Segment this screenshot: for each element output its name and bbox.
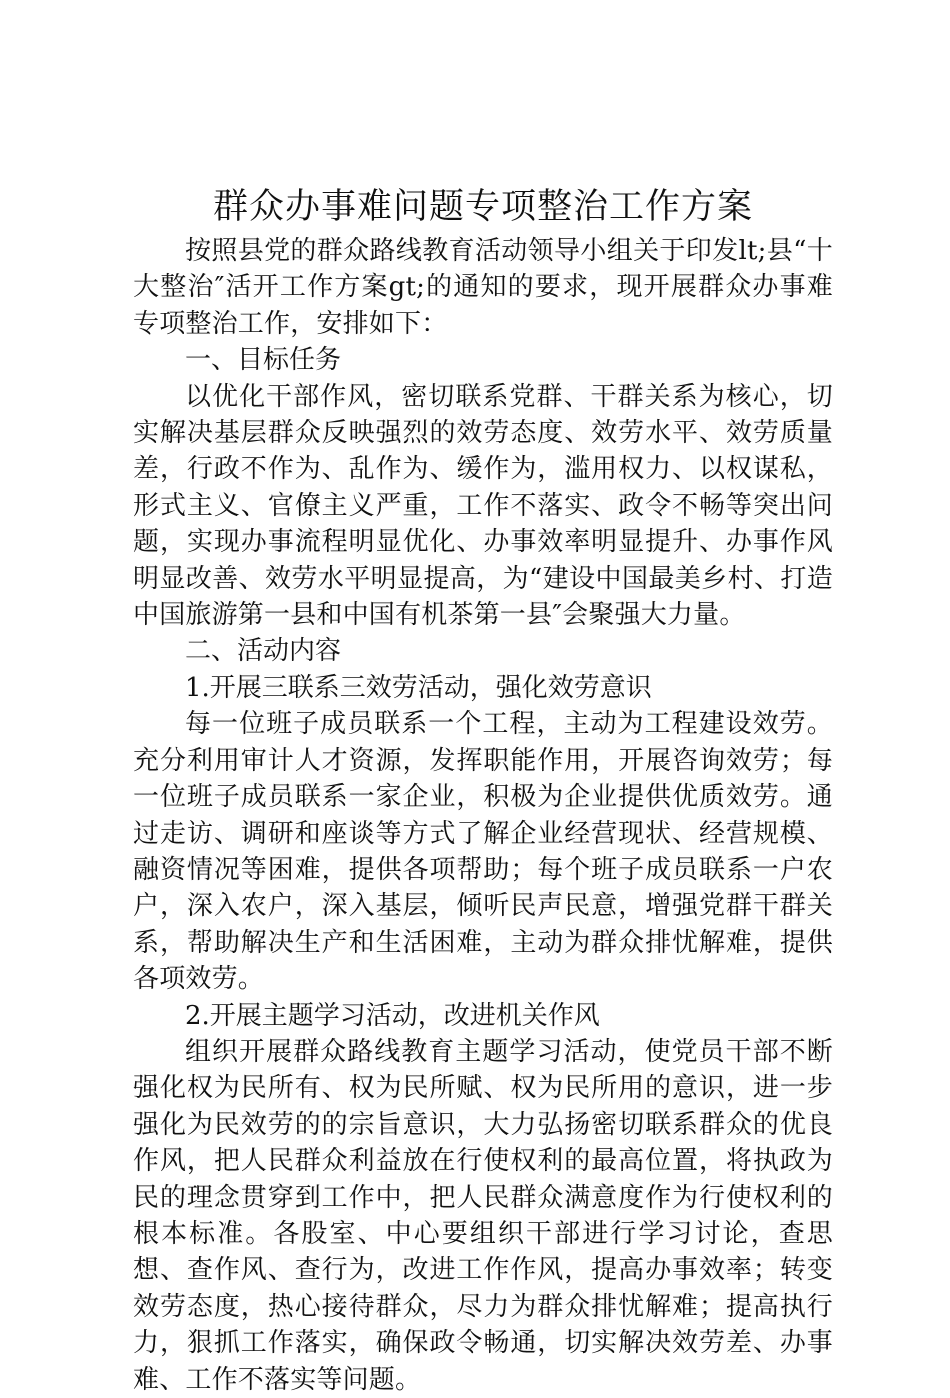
section-heading-goals: 一、目标任务 — [185, 345, 342, 376]
item-paragraph-1: 每一位班子成员联系一个工程，主动为工程建设效劳。充分利用审计人才资源，发挥职能作用，开展咨询效劳；每一位班子成员联系一家企业，积极为企业提供优质效劳。通过走访、调研和座谈等方式了解企业经营现状、经营规模、融资情况等困难，提供各项帮助；每个班子成员联系一户农户，深入农户，深入基层，倾听民声民意，增强党群干群关系，帮助解决生产和生活困难，主动为群众排忧解难，提供各项效劳。 — [133, 709, 833, 995]
section-heading-activities: 二、活动内容 — [185, 636, 342, 667]
intro-paragraph: 按照县党的群众路线教育活动领导小组关于印发lt;县“十大整治″活开工作方案gt;的通知的要求，现开展群众办事难专项整治工作，安排如下： — [133, 236, 833, 339]
item-heading-1: 1.开展三联系三效劳活动，强化效劳意识 — [185, 672, 652, 703]
item-paragraph-2: 组织开展群众路线教育主题学习活动，使党员干部不断强化权为民所有、权为民所赋、权为民所用的意识，进一步强化为民效劳的的宗旨意识，大力弘扬密切联系群众的优良作风，把人民群众利益放在行使权利的最高位置，将执政为民的理念贯穿到工作中，把人民群众满意度作为行使权利的根本标准。各股室、中心要组织干部进行学习讨论，查思想、查作风、查行为，改进工作作风，提高办事效率；转变效劳态度，热心接待群众，尽力为群众排忧解难；提高执行力，狠抓工作落实，确保政令畅通，切实解决效劳差、办事难、工作不落实等问题。 — [133, 1036, 833, 1395]
item-heading-2: 2.开展主题学习活动，改进机关作风 — [185, 1000, 600, 1031]
document-body — [133, 183, 833, 1398]
document-title: 群众办事难问题专项整治工作方案 — [212, 187, 753, 227]
goals-paragraph: 以优化干部作风，密切联系党群、干群关系为核心，切实解决基层群众反映强烈的效劳态度、效劳水平、效劳质量差，行政不作为、乱作为、缓作为，滥用权力、以权谋私，形式主义、官僚主义严重，工作不落实、政令不畅等突出问题，实现办事流程明显优化、办事效率明显提升、办事作风明显改善、效劳水平明显提高，为“建设中国最美乡村、打造中国旅游第一县和中国有机茶第一县″会聚强大力量。 — [133, 381, 833, 631]
